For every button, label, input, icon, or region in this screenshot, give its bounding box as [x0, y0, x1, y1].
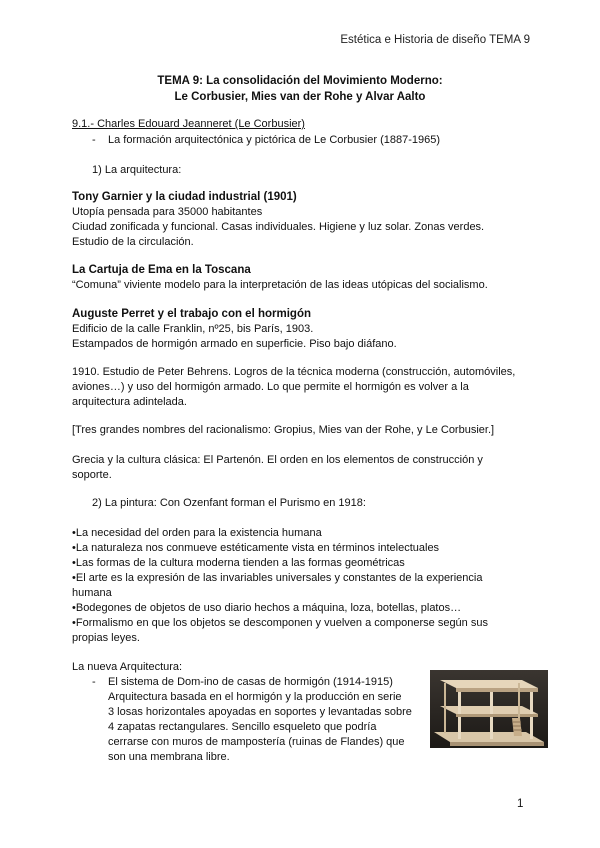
perret-line-2: Estampados de hormigón armado en superficie. Piso bajo diáfano. [72, 338, 397, 350]
subsection-1: 1) La arquitectura: [92, 164, 182, 176]
behrens-line-3: arquitectura adintelada. [72, 396, 187, 408]
nueva-line-6: son una membrana libre. [108, 751, 230, 763]
bullet-line: •Las formas de la cultura moderna tienden a las formas geométricas [72, 557, 405, 569]
dash-marker: - [92, 134, 96, 146]
bullet-line: •La necesidad del orden para la existencia humana [72, 527, 322, 539]
garnier-line-3: Estudio de la circulación. [72, 236, 194, 248]
garnier-line-2: Ciudad zonificada y funcional. Casas individuales. Higiene y luz solar. Zonas verdes. [72, 221, 485, 233]
cartuja-line: “Comuna” viviente modelo para la interpretación de las ideas utópicas del socialismo. [72, 279, 488, 291]
behrens-line-2: aviones…) y uso del hormigón armado. Lo que permite el hormigón es volver a la [72, 381, 469, 393]
garnier-heading: Tony Garnier y la ciudad industrial (1901) [72, 191, 297, 203]
nueva-heading: La nueva Arquitectura: [72, 661, 183, 673]
grecia-line-1: Grecia y la cultura clásica: El Partenón. El orden en los elementos de construcción y [72, 454, 483, 466]
nueva-line-5: cerrarse con muros de mampostería (ruinas de Flandes) que [108, 736, 405, 748]
bullet-line: •Bodegones de objetos de uso diario hechos a máquina, loza, botellas, platos… [72, 602, 462, 614]
racionalismo-line: [Tres grandes nombres del racionalismo: Gropius, Mies van der Rohe, y Le Corbusier.] [72, 424, 495, 436]
bullet-line: •La naturaleza nos conmueve estéticamente vista en términos intelectuales [72, 542, 440, 554]
grecia-line-2: soporte. [72, 469, 112, 481]
dash-marker: - [92, 676, 96, 688]
nueva-line-2: Arquitectura basada en el hormigón y la producción en serie [108, 691, 402, 703]
title-line-1: TEMA 9: La consolidación del Movimiento Moderno: [157, 75, 443, 87]
bullet-line: humana [72, 587, 112, 599]
bullet-line: propias leyes. [72, 632, 140, 644]
cartuja-heading: La Cartuja de Ema en la Toscana [72, 264, 251, 276]
title-line-2: Le Corbusier, Mies van der Rohe y Alvar Aalto [174, 91, 426, 103]
domino-model-photo [430, 670, 548, 748]
subsection-2: 2) La pintura: Con Ozenfant forman el Purismo en 1918: [92, 497, 366, 509]
behrens-line-1: 1910. Estudio de Peter Behrens. Logros de la técnica moderna (construcción, automóviles, [72, 366, 516, 378]
nueva-line-1: El sistema de Dom-ino de casas de hormigón (1914-1915) [108, 676, 393, 688]
running-header: Estética e Historia de diseño TEMA 9 [340, 34, 530, 46]
section-dash-item: La formación arquitectónica y pictórica de Le Corbusier (1887-1965) [108, 134, 441, 146]
section-heading: 9.1.- Charles Edouard Jeanneret (Le Corbusier) [72, 118, 305, 130]
bullet-line: •Formalismo en que los objetos se descomponen y vuelven a componerse según sus [72, 617, 488, 629]
nueva-line-4: 4 zapatas rectangulares. Sencillo esqueleto que podría [108, 721, 377, 733]
nueva-line-3: 3 losas horizontales apoyadas en soportes y levantadas sobre [108, 706, 412, 718]
bullet-line: •El arte es la expresión de las invariables universales y constantes de la experiencia [72, 572, 483, 584]
perret-line-1: Edificio de la calle Franklin, nº25, bis París, 1903. [72, 323, 314, 335]
garnier-line-1: Utopía pensada para 35000 habitantes [72, 206, 263, 218]
page-number: 1 [517, 798, 524, 810]
perret-heading: Auguste Perret y el trabajo con el hormigón [72, 308, 311, 320]
